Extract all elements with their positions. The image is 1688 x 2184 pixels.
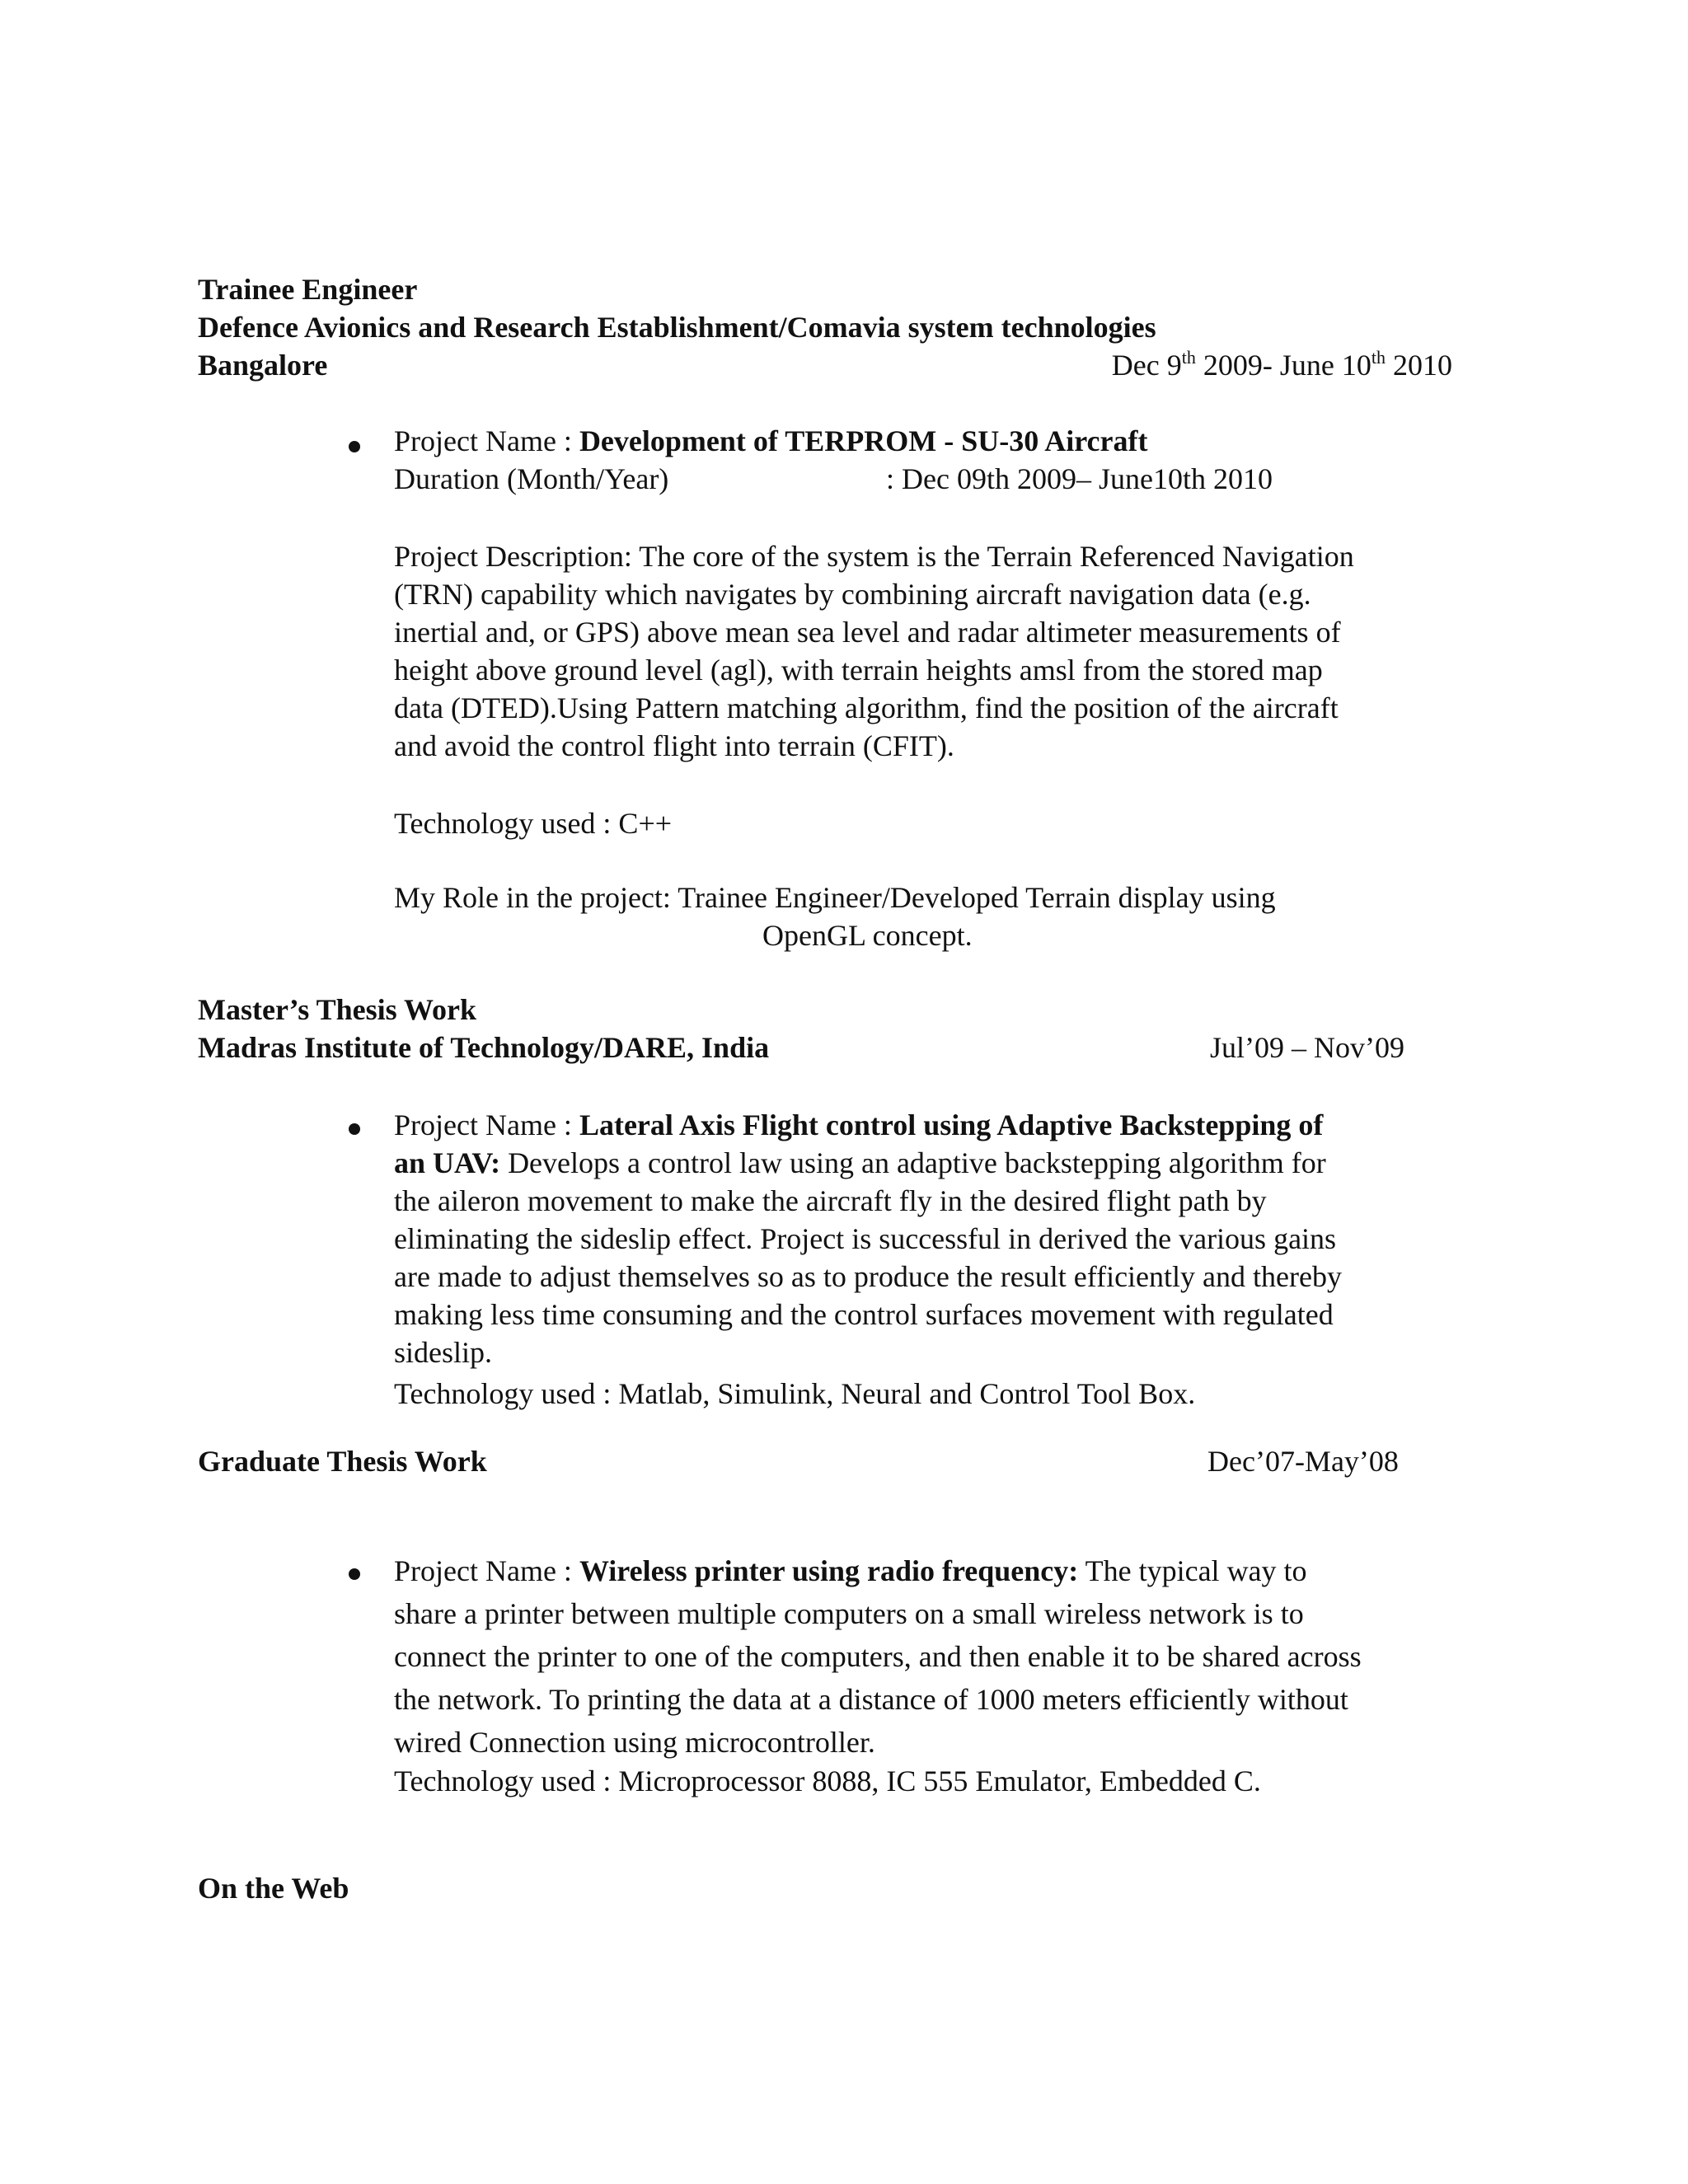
- graduate-technology: Technology used : Microprocessor 8088, IC 555 Emulator, Embedded C.: [394, 1765, 1261, 1797]
- masters-organization: Madras Institute of Technology/DARE, India: [198, 1031, 770, 1064]
- masters-project: Project Name : Lateral Axis Flight control using Adaptive Backstepping of an UAV: Develops a control law using an adaptive backstepping algorithm for the aileron movement to make the aircraft fly in the desired flight path by eliminating the sideslip effect. Project is successful in derived the various gains are made to adjust themselves so as to produce the result efficiently and thereby making less time consuming and the control surfaces movement with regulated sideslip.: [394, 1108, 1342, 1369]
- job-project-description: Project Description: The core of the system is the Terrain Referenced Navigation (TRN) capability which navigates by combining aircraft navigation data (e.g. inertial and, or GPS) above mean sea level and radar altimeter measurements of height above ground level (agl), with terrain heights amsl from the stored map data (DTED).Using Pattern matching algorithm, find the position of the aircraft and avoid the control flight into terrain (CFIT).: [394, 540, 1354, 762]
- job-role-line1: My Role in the project: Trainee Engineer/Developed Terrain display using: [394, 881, 1276, 914]
- job-location: Bangalore: [198, 349, 328, 382]
- job-project-name: Project Name : Development of TERPROM - SU-30 Aircraft: [394, 424, 1148, 457]
- bullet-icon: [349, 1123, 360, 1135]
- graduate-dates: Dec’07-May’08: [1207, 1445, 1399, 1478]
- bullet-icon: [349, 441, 360, 452]
- job-duration-value: : Dec 09th 2009– June10th 2010: [886, 462, 1273, 495]
- bullet-icon: [349, 1568, 360, 1580]
- job-organization: Defence Avionics and Research Establishment/Comavia system technologies: [198, 311, 1156, 344]
- graduate-project: Project Name : Wireless printer using radio frequency: The typical way to share a printer between multiple computers on a small wireless network is to connect the printer to one of the computers, and then enable it to be shared across the network. To printing the data at a distance of 1000 meters efficiently without wired Connection using microcontroller.: [394, 1554, 1362, 1759]
- masters-title: Master’s Thesis Work: [198, 993, 476, 1026]
- job-technology: Technology used : C++: [394, 807, 673, 840]
- graduate-title: Graduate Thesis Work: [198, 1445, 487, 1478]
- masters-dates: Jul’09 – Nov’09: [1210, 1031, 1404, 1064]
- job-role-line2: OpenGL concept.: [762, 919, 973, 952]
- masters-technology: Technology used : Matlab, Simulink, Neural and Control Tool Box.: [394, 1377, 1196, 1410]
- job-dates: Dec 9th 2009- June 10th 2010: [1111, 347, 1452, 382]
- job-title: Trainee Engineer: [198, 273, 418, 306]
- web-section-title: On the Web: [198, 1872, 349, 1905]
- job-duration-label: Duration (Month/Year): [394, 462, 669, 495]
